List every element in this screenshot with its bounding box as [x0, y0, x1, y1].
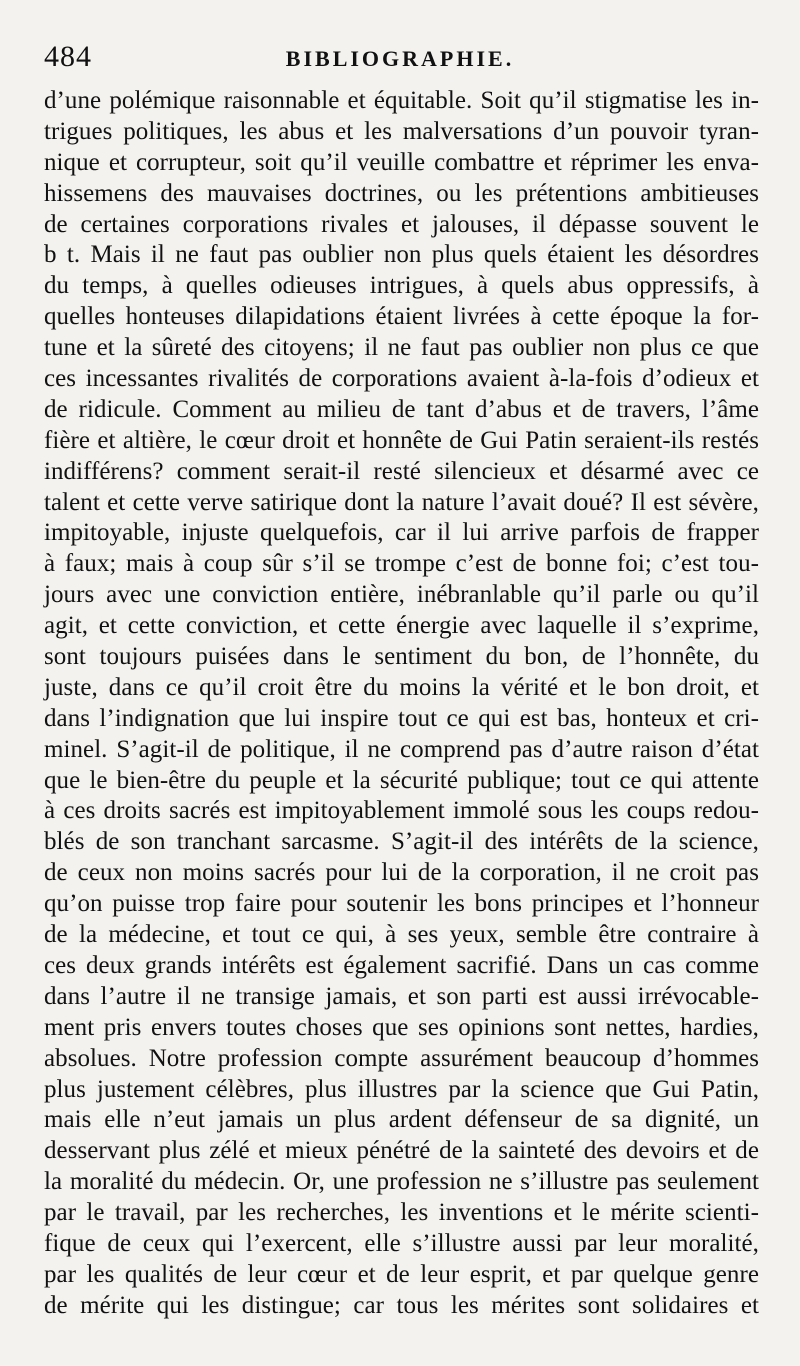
body-text	[44, 86, 759, 1322]
text-line-3: nique et corrupteur, soit qu’il veuille combattre et réprimer les enva-	[44, 148, 759, 176]
text-line-35: desservant plus zélé et mieux pénétré de la sainteté des devoirs et de	[44, 1137, 759, 1165]
text-line-12: fière et altière, le cœur droit et honnête de Gui Patin seraient-ils restés	[44, 426, 759, 454]
text-line-20: juste, dans ce qu’il croit être du moins la vérité et le bon droit, et	[44, 673, 759, 701]
text-line-14: talent et cette verve satirique dont la nature l’avait doué? Il est sévère,	[44, 488, 759, 516]
text-line-15: impitoyable, injuste quelquefois, car il lui arrive parfois de frapper	[44, 519, 759, 547]
text-line-26: de ceux non moins sacrés pour lui de la corporation, il ne croit pas	[44, 859, 759, 887]
text-line-18: agit, et cette conviction, et cette énergie avec laquelle il s’exprime,	[44, 612, 759, 640]
text-line-37: par le travail, par les recherches, les inventions et le mérite scienti-	[44, 1199, 759, 1227]
text-line-13: indifférens? comment serait-il resté silencieux et désarmé avec ce	[44, 457, 759, 485]
text-line-4: hissemens des mauvaises doctrines, ou les prétentions ambitieuses	[44, 179, 759, 207]
text-line-36: la moralité du médecin. Or, une profession ne s’illustre pas seulement	[44, 1168, 759, 1196]
text-line-25: blés de son tranchant sarcasme. S’agit-il des intérêts de la science,	[44, 828, 759, 856]
text-line-24: à ces droits sacrés est impitoyablement immolé sous les coups redou-	[44, 797, 759, 825]
text-line-31: ment pris envers toutes choses que ses opinions sont nettes, hardies,	[44, 1013, 759, 1041]
text-line-27: qu’on puisse trop faire pour soutenir les bons principes et l’honneur	[44, 890, 759, 918]
text-line-8: quelles honteuses dilapidations étaient livrées à cette époque la for-	[44, 303, 759, 331]
text-line-2: trigues politiques, les abus et les malversations d’un pouvoir tyran-	[44, 117, 759, 145]
text-line-7: du temps, à quelles odieuses intrigues, à quels abus oppressifs, à	[44, 272, 759, 300]
text-line-38: fique de ceux qui l’exercent, elle s’illustre aussi par leur moralité,	[44, 1229, 759, 1257]
text-line-5: de certaines corporations rivales et jalouses, il dépasse souvent le	[44, 210, 759, 238]
text-line-34: mais elle n’eut jamais un plus ardent défenseur de sa dignité, un	[44, 1106, 759, 1134]
text-line-39: par les qualités de leur cœur et de leur esprit, et par quelque genre	[44, 1260, 759, 1288]
text-line-30: dans l’autre il ne transige jamais, et son parti est aussi irrévocable-	[44, 982, 759, 1010]
running-head: BIBLIOGRAPHIE.	[285, 46, 515, 71]
text-line-22: minel. S’agit-il de politique, il ne comprend pas d’autre raison d’état	[44, 735, 759, 763]
text-line-40: de mérite qui les distingue; car tous les mérites sont solidaires et	[44, 1291, 759, 1319]
text-line-32: absolues. Notre profession compte assurément beaucoup d’hommes	[44, 1044, 759, 1072]
text-line-29: ces deux grands intérêts est également sacrifié. Dans un cas comme	[44, 951, 759, 979]
text-line-17: jours avec une conviction entière, inébranlable qu’il parle ou qu’il	[44, 581, 759, 609]
text-line-11: de ridicule. Comment au milieu de tant d’abus et de travers, l’âme	[44, 395, 759, 423]
text-line-9: tune et la sûreté des citoyens; il ne faut pas oublier non plus ce que	[44, 334, 759, 362]
text-line-10: ces incessantes rivalités de corporations avaient à-la-fois d’odieux et	[44, 365, 759, 393]
text-line-21: dans l’indignation que lui inspire tout ce qui est bas, honteux et cri-	[44, 704, 759, 732]
text-line-6: b t. Mais il ne faut pas oublier non plus quels étaient les désordres	[44, 241, 759, 269]
text-line-16: à faux; mais à coup sûr s’il se trompe c’est de bonne foi; c’est tou-	[44, 550, 759, 578]
text-line-33: plus justement célèbres, plus illustres par la science que Gui Patin,	[44, 1075, 759, 1103]
text-line-1: d’une polémique raisonnable et équitable. Soit qu’il stigmatise les in-	[44, 87, 759, 114]
text-line-19: sont toujours puisées dans le sentiment du bon, de l’honnête, du	[44, 643, 759, 671]
text-line-23: que le bien-être du peuple et la sécurité publique; tout ce qui attente	[44, 766, 759, 794]
text-line-28: de la médecine, et tout ce qui, à ses yeux, semble être contraire à	[44, 921, 759, 949]
page-number: 484	[44, 40, 92, 73]
